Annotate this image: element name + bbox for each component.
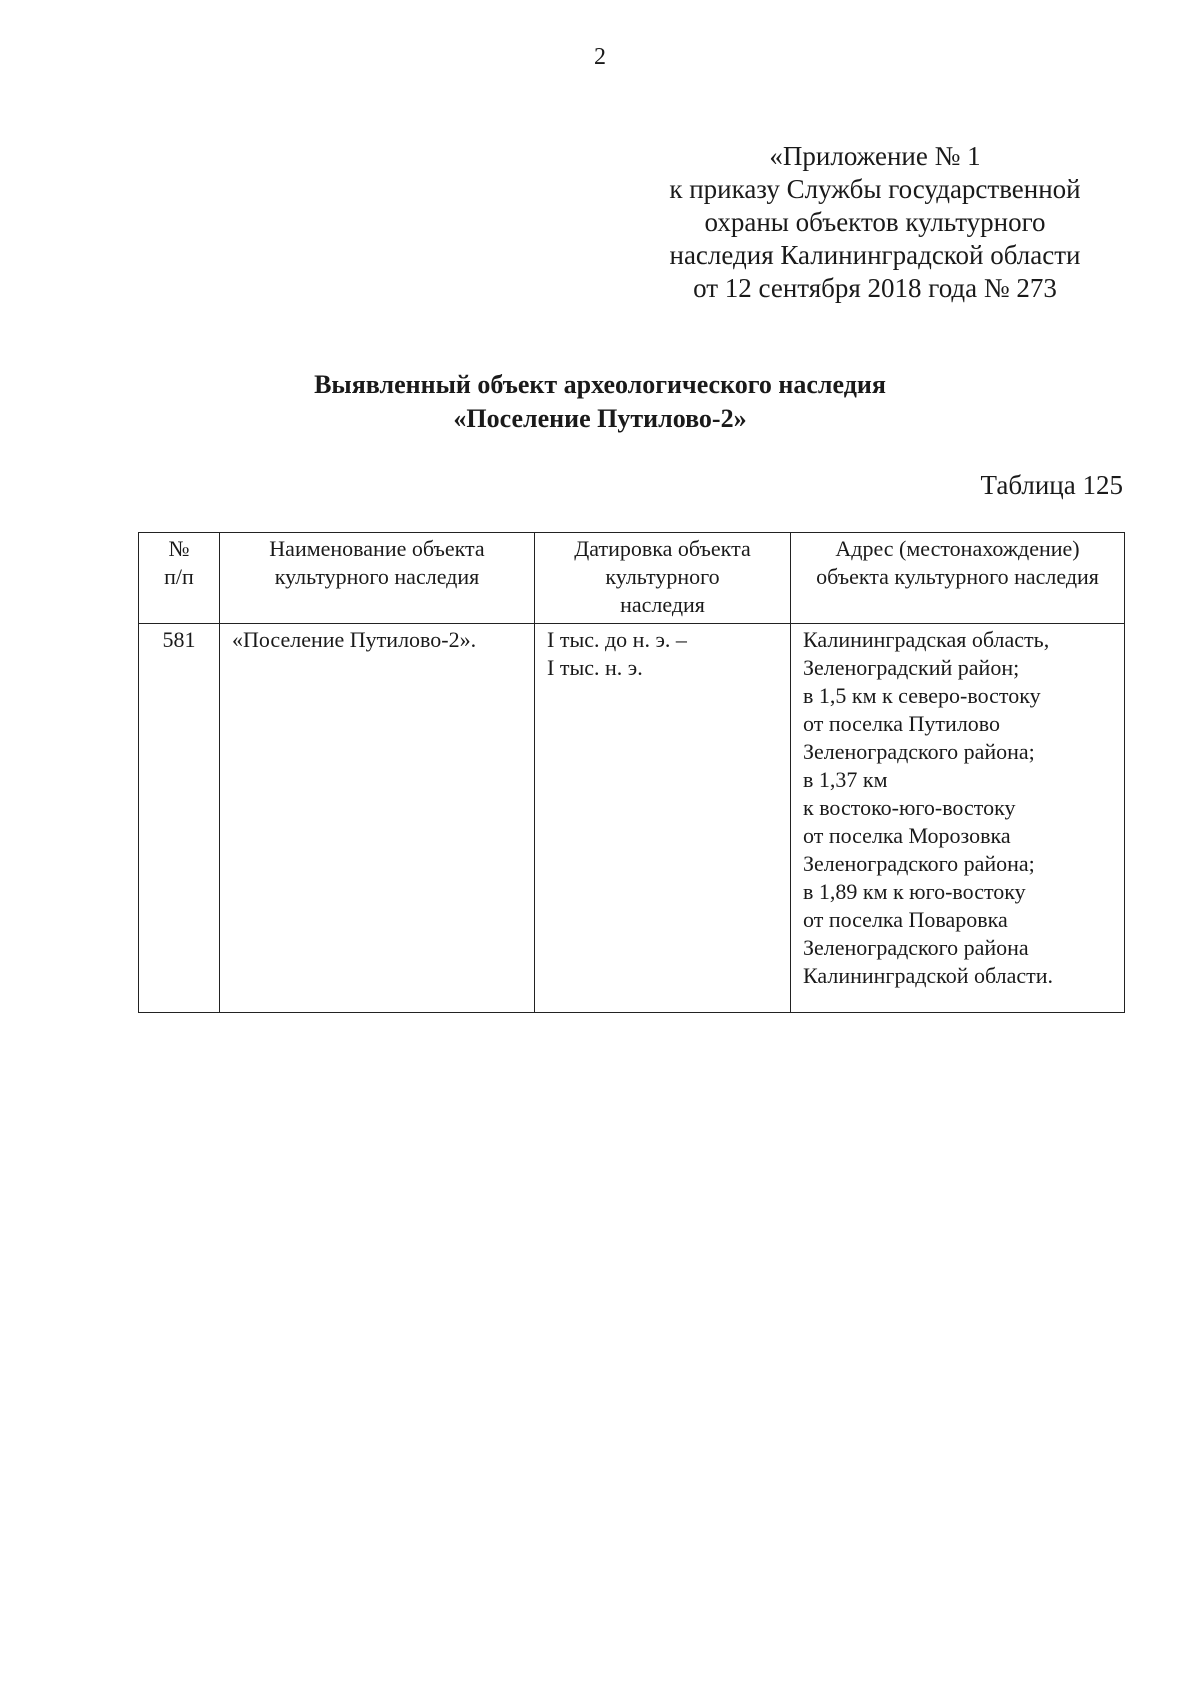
title-line-2: «Поселение Путилово-2» <box>453 404 747 433</box>
header-text: культурного наследия <box>274 564 480 589</box>
header-name <box>220 533 535 624</box>
dating-line: I тыс. до н. э. – <box>547 627 687 652</box>
address-line: Калининградская область, <box>803 627 1050 652</box>
appendix-line: «Приложение № 1 <box>769 141 981 171</box>
table-row <box>139 624 1125 1013</box>
cell-name: «Поселение Путилово-2». <box>220 624 535 1013</box>
cell-address <box>791 624 1125 1013</box>
title-line-1: Выявленный объект археологического наследия <box>314 370 886 399</box>
dating-line: I тыс. н. э. <box>547 655 643 680</box>
heritage-table <box>138 532 1125 1013</box>
header-address <box>791 533 1125 624</box>
address-line: Зеленоградского района <box>803 935 1029 960</box>
header-number <box>139 533 220 624</box>
header-text: п/п <box>164 564 194 589</box>
address-line: Калининградской области. <box>803 963 1054 988</box>
header-text: культурного <box>605 564 720 589</box>
document-title <box>0 368 1200 436</box>
address-line: Зеленоградского района; <box>803 739 1035 764</box>
cell-number: 581 <box>139 624 220 1013</box>
address-line: в 1,37 км <box>803 767 888 792</box>
appendix-line: к приказу Службы государственной <box>669 174 1081 204</box>
address-line: Зеленоградский район; <box>803 655 1020 680</box>
appendix-line: наследия Калининградской области <box>669 240 1081 270</box>
appendix-reference <box>620 140 1130 305</box>
header-text: Наименование объекта <box>269 536 485 561</box>
address-line: от поселка Путилово <box>803 711 1001 736</box>
address-line: в 1,5 км к северо-востоку <box>803 683 1041 708</box>
appendix-line: охраны объектов культурного <box>704 207 1046 237</box>
cell-dating <box>535 624 791 1013</box>
header-text: объекта культурного наследия <box>816 564 1099 589</box>
page-number: 2 <box>594 44 606 70</box>
header-text: наследия <box>620 592 705 617</box>
header-text: Адрес (местонахождение) <box>835 536 1080 561</box>
header-dating <box>535 533 791 624</box>
address-line: от поселка Морозовка <box>803 823 1011 848</box>
header-text: № <box>168 536 190 561</box>
address-line: Зеленоградского района; <box>803 851 1035 876</box>
address-line: от поселка Поваровка <box>803 907 1008 932</box>
table-header-row <box>139 533 1125 624</box>
address-line: к востоко-юго-востоку <box>803 795 1016 820</box>
address-line: в 1,89 км к юго-востоку <box>803 879 1026 904</box>
table-label: Таблица 125 <box>980 470 1123 500</box>
header-text: Датировка объекта <box>574 536 751 561</box>
appendix-line: от 12 сентября 2018 года № 273 <box>693 273 1057 303</box>
